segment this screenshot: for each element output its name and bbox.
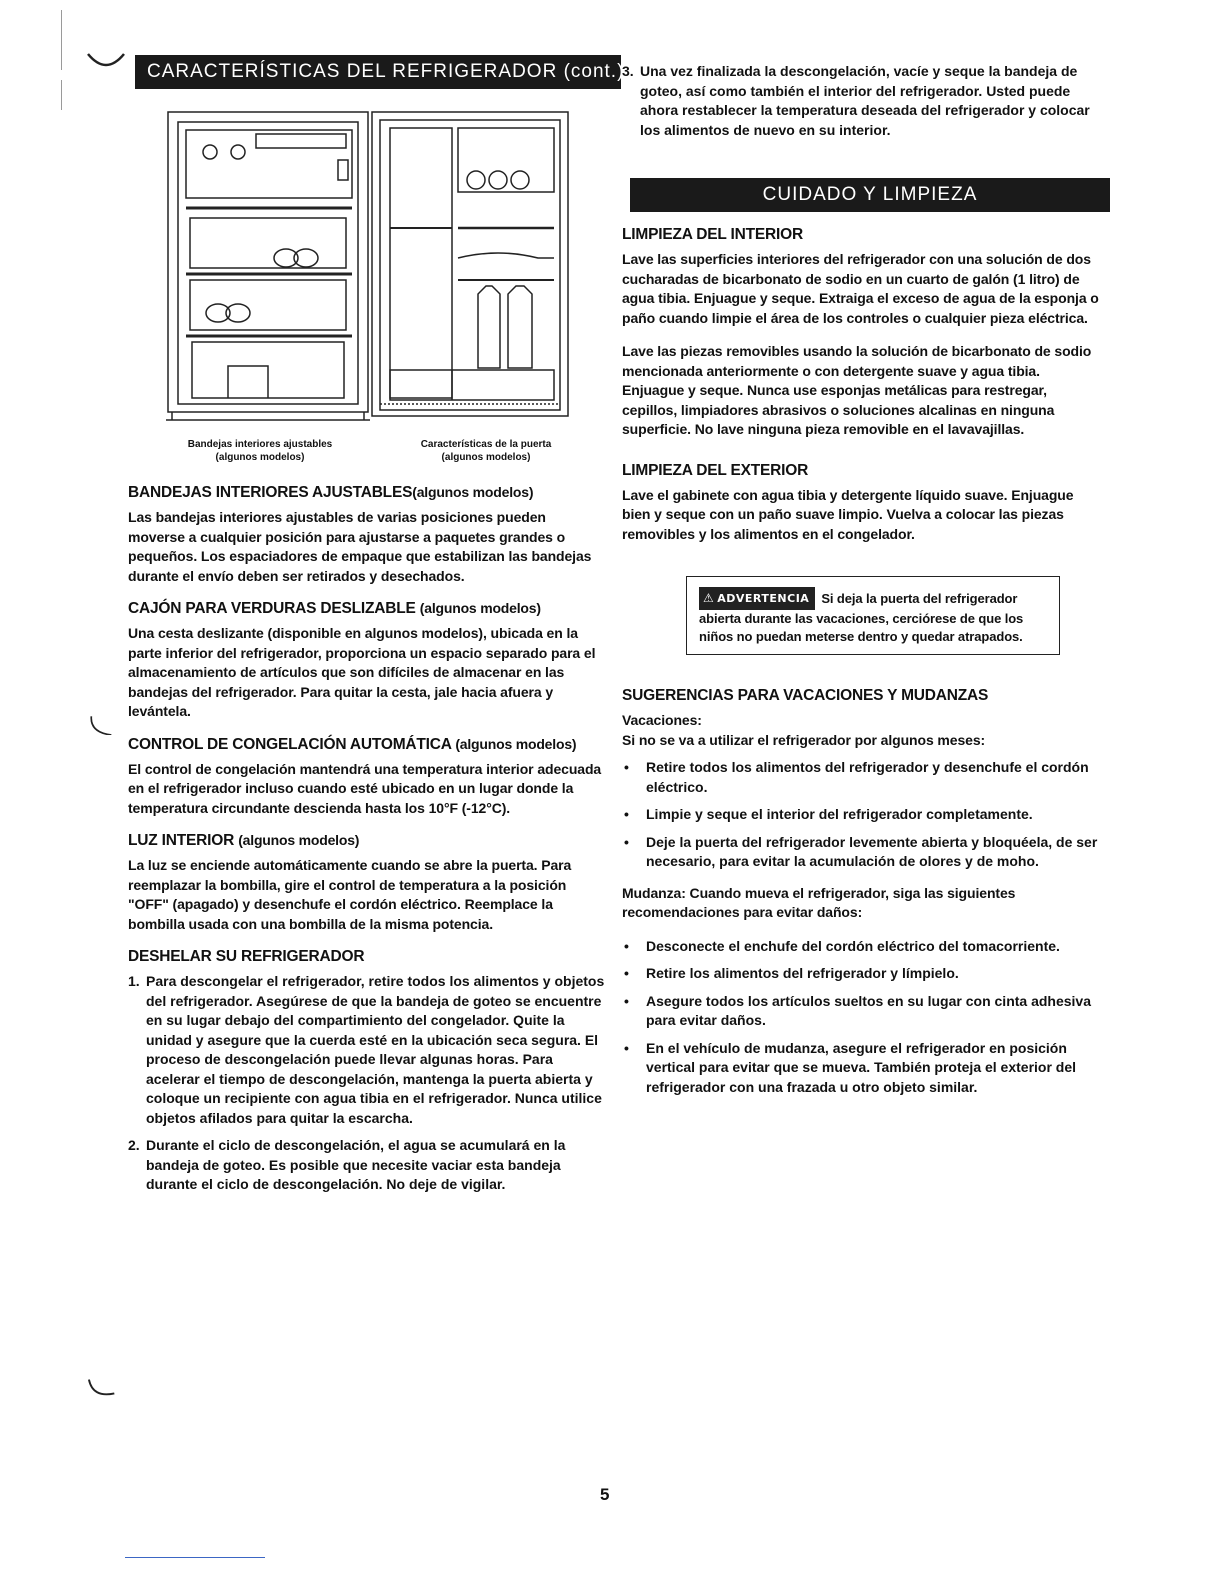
bullet: • [624, 992, 629, 1009]
caption-door-features [386, 438, 586, 464]
paragraph-auto-freeze-control: El control de congelación mantendrá una temperatura interior adecuada en el refrigerador incluso cuando esté ubicado en un lugar donde la temperatura circundante descienda hasta los 10°F (-12°C). [128, 760, 602, 816]
text-run: Reemplace la bombilla usada con una bombilla de la misma potencia. [128, 896, 553, 932]
heading-sub: (algunos modelos) [412, 484, 534, 500]
section-banner-care-cleaning: CUIDADO Y LIMPIEZA [630, 178, 1110, 212]
text-run: Cuando mueva el refrigerador, siga las siguientes recomendaciones para evitar daños: [622, 884, 1016, 920]
list-item [128, 1136, 606, 1195]
text-run: La luz se enciende automáticamente cuando se abre la puerta. Para reemplazar la bombilla, gire el control de temperatura a la posición "OFF" (apagado) y [128, 857, 572, 912]
list-item-text: Desconecte el enchufe del cordón eléctrico del tomacorriente. [646, 937, 1060, 954]
list-item-text: Retire los alimentos del refrigerador y límpielo. [646, 965, 959, 981]
heading-interior-cleaning: LIMPIEZA DEL INTERIOR [622, 226, 803, 243]
list-item [622, 1039, 1100, 1098]
binder-hole-mark [82, 1378, 122, 1398]
list-item-text: Limpie y seque el interior del refrigerador completamente. [646, 806, 1033, 822]
list-item [622, 992, 1100, 1031]
moving-list [622, 937, 1100, 1098]
heading-interior-light [128, 832, 606, 850]
warning-text [699, 587, 1049, 646]
caption-line: (algunos modelos) [441, 452, 531, 463]
list-item-text: En el vehículo de mudanza, asegure el refrigerador en posición vertical para evitar que se mueva. También proteja el exterior del refrigerador con una frazada u otro objeto similar. [646, 1039, 1077, 1095]
text-run: Si no se va a utilizar el refrigerador por algunos meses: [622, 731, 986, 748]
heading-crisper-drawer [128, 600, 606, 618]
binder-margin-line [61, 10, 62, 70]
paragraph-removable-parts [622, 342, 1100, 440]
paragraph-adjustable-shelves: Las bandejas interiores ajustables de varias posiciones pueden moverse a cualquier posición para ajustarse a paquetes grandes o pequeños. Los espaciadores de empaque que estabilizan las bandejas durante el envío deben ser retirados y desechados. [128, 509, 592, 584]
caption-line: (algunos modelos) [215, 452, 305, 463]
list-item [622, 758, 1100, 797]
defrost-steps-continued [622, 62, 1100, 148]
bullet: • [624, 965, 629, 981]
warning-badge-label: ADVERTENCIA [717, 592, 810, 605]
warning-text-run: refrigerador abierta durante las vacaciones, cerciórese de que los niños no puedan meterse dentro y quedar atrapados. [699, 591, 1024, 644]
paragraph-interior-cleaning: Lave las superficies interiores del refrigerador con una solución de dos cucharadas de bicarbonato de sodio en un cuarto de galón (1 litro) de agua tibia. Enjuague y seque. Extraiga el exceso de agua de la esponja o paño cuando limpie el área de los controles o cualquier pieza eléctrica. [622, 251, 1099, 326]
step-number: 3. [622, 63, 634, 79]
caption-adjustable-shelves [160, 438, 360, 464]
care-content [622, 226, 1100, 1097]
heading-auto-freeze-control [128, 736, 606, 754]
step-text: Para descongelar el refrigerador, retire todos los alimentos y objetos del refrigerador. Asegúrese de que la bandeja de goteo se encuentre en su lugar debajo del compartimiento del congelador. Quite la unidad y asegure que la cuerda esté en la ubicación seca segura. El proceso de descongelación puede llevar algunas horas. Para acelerar el tiempo de descongelación, mantenga la puerta abierta y coloque un recipiente con agua tibia en el refrigerador. Nunca utilice objetos afilados para quitar la escarcha. [146, 973, 605, 1126]
text-run-emphasis: Nunca [747, 382, 790, 398]
list-item [622, 937, 1100, 957]
list-item [622, 833, 1100, 872]
heading-sub: (algunos modelos) [455, 735, 577, 752]
caption-line: Bandejas interiores ajustables [187, 439, 333, 450]
step-text: Una vez finalizada la descongelación, vacíe y seque la bandeja de goteo, así como también el interior del refrigerador. Usted puede ahora restablecer la temperatura deseada del refrigerador y colocar los alimentos de nuevo en su interior. [640, 63, 1090, 138]
warning-triangle-icon: ⚠ [703, 591, 715, 605]
list-item [622, 964, 1100, 984]
list-item [622, 805, 1100, 825]
footer-rule [125, 1557, 265, 1558]
defrost-steps-list [128, 972, 606, 1195]
heading-text: BANDEJAS INTERIORES AJUSTABLES [128, 484, 413, 501]
paragraph-exterior-cleaning: Lave el gabinete con agua tibia y detergente líquido suave. Enjuague bien y seque con un paño suave limpio. Vuelva a colocar las piezas removibles y los alimentos en el congelador. [622, 486, 1074, 542]
heading-exterior-cleaning: LIMPIEZA DEL EXTERIOR [622, 461, 809, 479]
step-number: 1. [128, 973, 140, 989]
text-run-emphasis: desenchufe el cordón eléctrico. [253, 896, 461, 912]
warning-text-run: Si deja la puerta del [821, 591, 942, 606]
heading-text: CAJÓN PARA VERDURAS DESLIZABLE [128, 600, 416, 617]
list-item [128, 972, 606, 1128]
list-item-text: Retire todos los alimentos del refrigerador y desenchufe el cordón eléctrico. [646, 759, 1089, 795]
warning-box [686, 576, 1060, 655]
list-item [622, 62, 1100, 140]
figure-captions [160, 438, 580, 470]
warning-badge [699, 587, 815, 610]
heading-vacation-moving: SUGERENCIAS PARA VACACIONES Y MUDANZAS [622, 687, 989, 704]
heading-adjustable-shelves [128, 484, 606, 502]
moving-label: Mudanza: [622, 884, 686, 901]
text-run: Lave las piezas removibles usando la solución de bicarbonato de sodio mencionada anteriormente o con detergente suave y agua tibia. Enjuague y seque. [622, 343, 1092, 398]
list-item-text: Asegure todos los artículos sueltos en su lugar con cinta adhesiva para evitar daños. [646, 992, 1092, 1028]
vacation-label: Vacaciones: [622, 712, 702, 728]
bullet: • [624, 806, 629, 822]
vacation-intro [622, 711, 1100, 750]
vacation-list [622, 758, 1100, 872]
binder-margin-line [61, 80, 62, 110]
heading-text: LUZ INTERIOR [128, 832, 235, 849]
moving-intro [622, 884, 1100, 923]
bullet: • [624, 1039, 629, 1056]
right-column [622, 62, 1100, 1109]
left-column [128, 484, 606, 1207]
heading-defrost: DESHELAR SU REFRIGERADOR [128, 948, 365, 965]
refrigerator-illustration [158, 108, 588, 428]
page-number: 5 [600, 1485, 610, 1504]
paragraph-crisper-drawer: Una cesta deslizante (disponible en algunos modelos), ubicada en la parte inferior del refrigerador, proporciona un espacio separado para el almacenamiento de artículos que son difíciles de almacenar en las bandejas del refrigerador. Para quitar la cesta, jale hacia afuera y levántela. [128, 625, 596, 719]
binder-hole-mark [82, 715, 122, 735]
bullet: • [624, 833, 629, 850]
step-number: 2. [128, 1137, 140, 1153]
paragraph-interior-light [128, 856, 606, 934]
heading-sub: (algunos modelos) [238, 832, 360, 848]
caption-line: Características de la puerta [420, 439, 552, 450]
text-run: use esponjas metálicas para restregar, cepillos, limpiadores abrasivos o soluciones alcalinas en ninguna superficie. No lave ninguna pieza removible en el lavavajillas. [622, 382, 1055, 437]
step-text: Durante el ciclo de descongelación, el agua se acumulará en la bandeja de goteo. Es posible que necesite vaciar esta bandeja durante el ciclo de descongelación. No deje de vigilar. [146, 1137, 566, 1192]
heading-sub: (algunos modelos) [419, 600, 541, 616]
list-item-text: Deje la puerta del refrigerador levemente abierta y bloquéela, de ser necesario, para evitar la acumulación de olores y de moho. [646, 833, 1098, 869]
bullet: • [624, 759, 629, 775]
section-banner-features: CARACTERÍSTICAS DEL REFRIGERADOR (cont.) [135, 55, 621, 89]
binder-hole-mark [86, 52, 126, 72]
heading-text: CONTROL DE CONGELACIÓN AUTOMÁTICA [128, 735, 452, 753]
bullet: • [624, 937, 629, 954]
